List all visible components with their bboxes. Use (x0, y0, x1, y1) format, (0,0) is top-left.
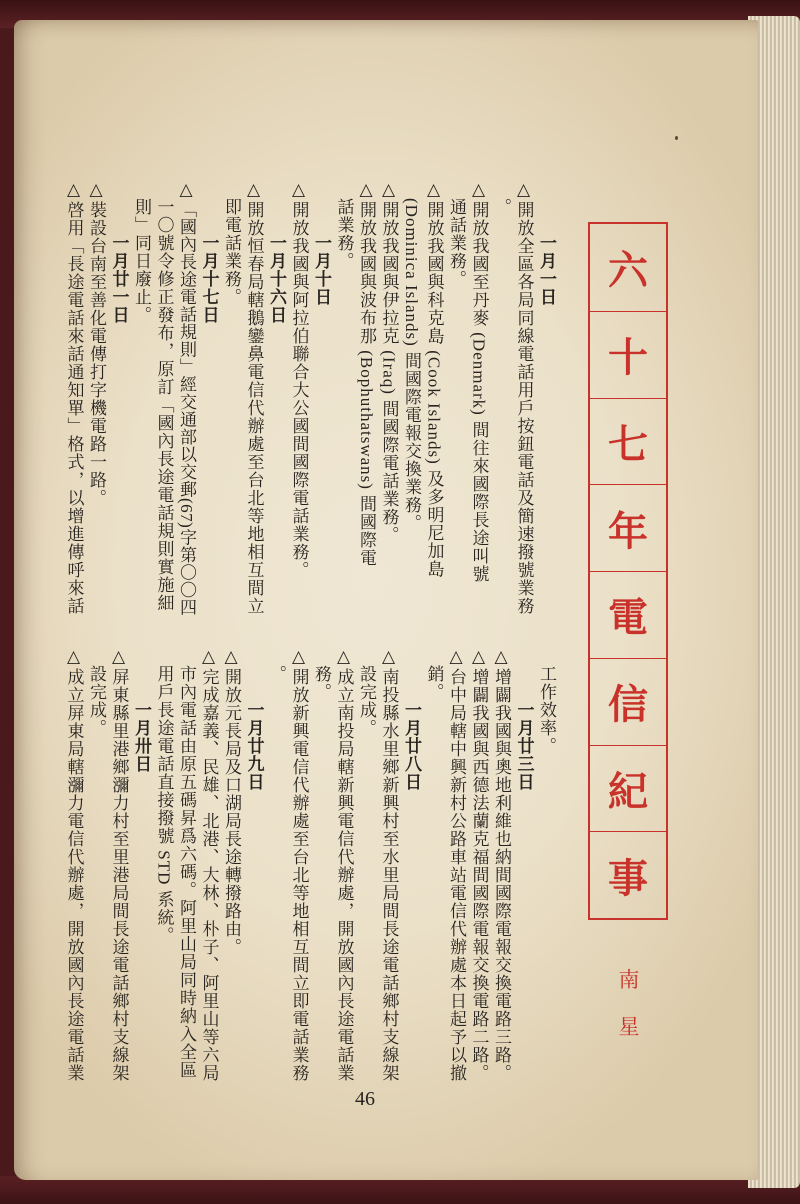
entry-section (152, 647, 265, 1087)
entry-line: △成立南投局轄新興電信代辦處，開放國內長途電話業 (334, 647, 354, 1082)
author-char: 星 (618, 1015, 640, 1039)
entry-line: △台中局轄中興新村公路車站電信代辦處本日起予以撤 (447, 647, 466, 1082)
entry-line: △成立屏東局轄瀰力電信代辦處，開放國內長途電話業 (64, 647, 84, 1082)
entry-section (265, 647, 423, 1087)
entry-line: △完成嘉義、民雄、北港、大林、朴子、阿里山等六局 (199, 647, 219, 1082)
entry-line: 市內電話由原五碼昇爲六碼。阿里山局同時納入全區 (177, 665, 196, 1079)
bottom-half-text (57, 647, 557, 1087)
title-char: 信 (590, 658, 666, 745)
entry-line: △開放我國與波布那 (Bophuthatswans) 間國際電 (357, 180, 376, 568)
entry-line: △開放我國與伊拉克 (Iraq) 間國際電話業務。 (379, 180, 399, 545)
entry-date: 一月十日 (312, 234, 331, 306)
entry-line: (Dominica Islands) 間國際電報交換業務。 (402, 198, 421, 533)
entry-line: 務。 (312, 665, 331, 701)
entry-line: 話業務。 (334, 198, 354, 270)
entry-line: △開放恒春局轄鵝鑾鼻電信代辦處至台北等地相互間立 (244, 180, 264, 615)
paper-speck (675, 136, 678, 140)
entry-line: 用戶長途電話直接撥號 STD 系統。 (154, 665, 174, 945)
entry-line: 。 (267, 665, 286, 683)
title-char: 年 (590, 484, 666, 571)
top-half-text (57, 180, 557, 620)
title-char: 十 (590, 311, 666, 398)
entry-line: 。 (492, 198, 511, 216)
entry-date: 一月廿八日 (402, 701, 421, 791)
entry-line: △啓用「長途電話來話通知單」格式，以增進傳呼來話 (64, 180, 84, 615)
entry-line: △「國內長途電話規則」經交通部以交郵(67)字第〇〇四 (177, 180, 196, 616)
entry-line: 一〇號令修正發布，原訂「國內長途電話規則實施細 (154, 198, 174, 612)
entry-line: △裝設台南至善化電傳打字機電路一路。 (87, 180, 106, 507)
entry-line: △增闢我國與西德法蘭克福間國際電報交換電路二路。 (469, 647, 489, 1082)
entry-line-continued: 工作效率。 (537, 665, 556, 755)
entry-section (332, 180, 557, 620)
entry-line: △開放新興電信代辦處至台北等地相互間立即電話業務 (289, 647, 309, 1082)
entry-line: △屏東縣里港鄉瀰力村至里港局間長途電話鄉村支線架 (109, 647, 129, 1082)
entry-line: △開放我國至丹麥 (Denmark) 間往來國際長途叫號 (469, 180, 489, 584)
title-char: 七 (590, 398, 666, 485)
entry-line: △開放我國與科克島 (Cook Islands) 及多明尼加島 (424, 180, 444, 579)
entry-section (287, 180, 332, 620)
title-char: 紀 (590, 745, 666, 832)
author-char: 南 (618, 968, 640, 992)
entry-line: △南投縣水里鄉新興村至水里局間長途電話鄉村支線架 (379, 647, 399, 1082)
entry-date: 一月卅日 (132, 701, 151, 773)
title-char: 電 (590, 571, 666, 658)
title-char: 事 (590, 831, 666, 918)
article-title-box (588, 222, 668, 920)
entry-date: 一月十七日 (199, 234, 219, 324)
entry-line: 通話業務。 (447, 198, 466, 288)
entry-section (422, 647, 535, 1087)
entry-date: 一月廿三日 (514, 701, 534, 791)
entry-date: 一月一日 (537, 234, 556, 306)
entry-section (62, 180, 130, 620)
entry-line: 設完成。 (87, 665, 106, 737)
entry-line: 則」同日廢止。 (132, 198, 151, 324)
entry-line: △開放元長局及口湖局長途轉撥路由。 (222, 647, 241, 956)
entry-date: 一月十六日 (267, 234, 286, 324)
entry-line: △開放全區各局同線電話用戶按鈕電話及簡速撥號業務 (514, 180, 534, 615)
entry-line: △增闢我國與奧地利維也納間國際電報交換電路三路。 (492, 647, 511, 1082)
entry-section (62, 647, 152, 1087)
entry-line: 銷。 (424, 665, 444, 701)
entry-section (130, 180, 220, 620)
entry-date: 一月廿九日 (244, 701, 264, 791)
author-name (614, 970, 644, 1038)
entry-line: △開放我國與阿拉伯聯合大公國間國際電話業務。 (289, 180, 309, 579)
title-char: 六 (608, 247, 648, 293)
page-number: 46 (355, 1088, 375, 1110)
entry-date: 一月廿一日 (109, 234, 129, 324)
entry-line: 設完成。 (357, 665, 376, 737)
book-cover-bottom (0, 1176, 800, 1204)
entry-line: 即電話業務。 (222, 198, 241, 306)
entry-section (220, 180, 288, 620)
